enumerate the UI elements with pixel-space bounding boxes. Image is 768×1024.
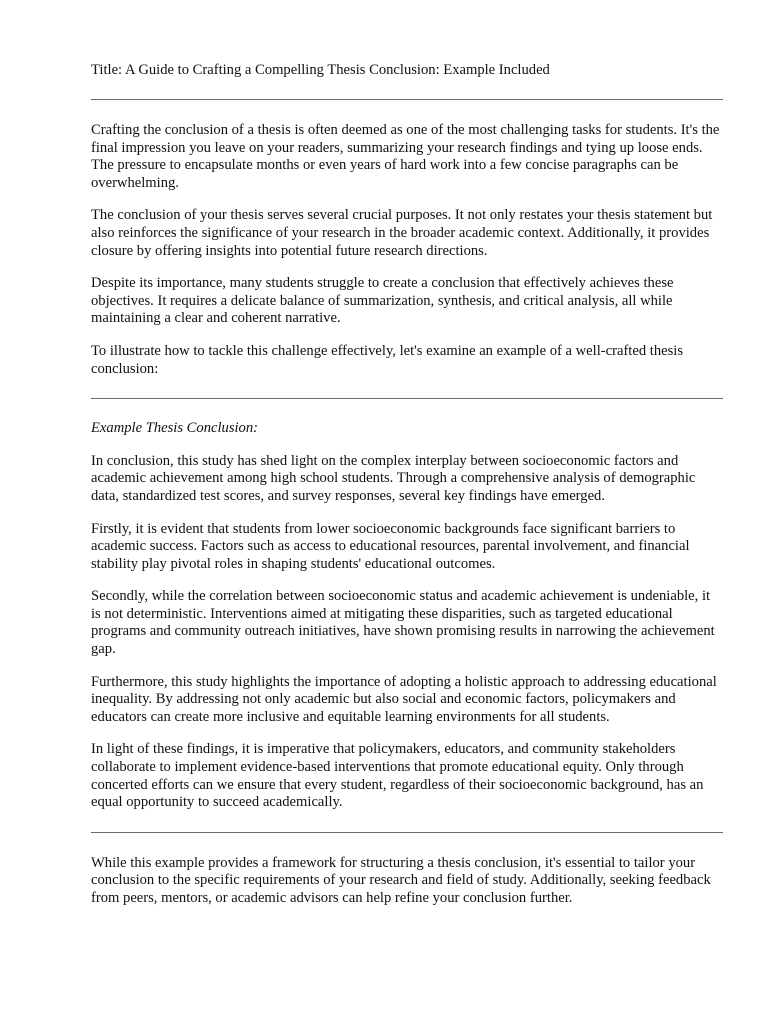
example-paragraph: Furthermore, this study highlights the importance of adopting a holistic approach to addressing educational inequality. By addressing not only academic but also social and economic factors, policymakers and educators can create more inclusive and equitable learning environments for all students. (91, 673, 717, 725)
example-paragraph: Secondly, while the correlation between socioeconomic status and academic achievement is undeniable, it is not deterministic. Interventions aimed at mitigating these disparities, such as targeted educational programs and community outreach initiatives, have shown promising results in narrowing the achievement gap. (91, 588, 715, 658)
example-section (91, 420, 723, 812)
divider (91, 99, 723, 100)
closing-section (91, 855, 723, 908)
divider (91, 832, 723, 833)
example-paragraph: Firstly, it is evident that students from lower socioeconomic backgrounds face significant barriers to academic success. Factors such as access to educational resources, parental involvement, and financial stability play pivotal roles in shaping students' educational outcomes. (91, 520, 690, 572)
example-heading: Example Thesis Conclusion: (91, 420, 259, 437)
document-page (91, 60, 723, 908)
divider (91, 398, 723, 399)
intro-paragraph: To illustrate how to tackle this challenge effectively, let's examine an example of a well-crafted thesis conclusion: (91, 342, 684, 377)
intro-paragraph: Crafting the conclusion of a thesis is often deemed as one of the most challenging tasks for students. It's the final impression you leave on your readers, summarizing your research findings and tying up loose ends. The pressure to encapsulate months or even years of hard work into a few concise paragraphs can be overwhelming. (91, 122, 720, 191)
example-paragraph: In conclusion, this study has shed light on the complex interplay between socioeconomic factors and academic achievement among high school students. Through a comprehensive analysis of demographic data, standardized test scores, and survey responses, several key findings have emerged. (91, 452, 696, 504)
intro-paragraph: Despite its importance, many students struggle to create a conclusion that effectively achieves these objectives. It requires a delicate balance of summarization, synthesis, and critical analysis, all while maintaining a clear and coherent narrative. (91, 275, 674, 327)
closing-paragraph: While this example provides a framework for structuring a thesis conclusion, it's essential to tailor your conclusion to the specific requirements of your research and field of study. Additionally, seeking feedback from peers, mentors, or academic advisors can help refine your conclusion further. (91, 854, 711, 906)
document-title: Title: A Guide to Crafting a Compelling Thesis Conclusion: Example Included (91, 62, 550, 78)
intro-paragraph: The conclusion of your thesis serves several crucial purposes. It not only restates your thesis statement but also reinforces the significance of your research in the broader academic context. Additionally, it provides closure by offering insights into potential future research directions. (91, 207, 713, 259)
example-paragraph: In light of these findings, it is imperative that policymakers, educators, and community stakeholders collaborate to implement evidence-based interventions that promote educational equity. Only through concerted efforts can we ensure that every student, regardless of their socioeconomic background, has an equal opportunity to succeed academically. (91, 741, 704, 811)
intro-section (91, 122, 723, 378)
